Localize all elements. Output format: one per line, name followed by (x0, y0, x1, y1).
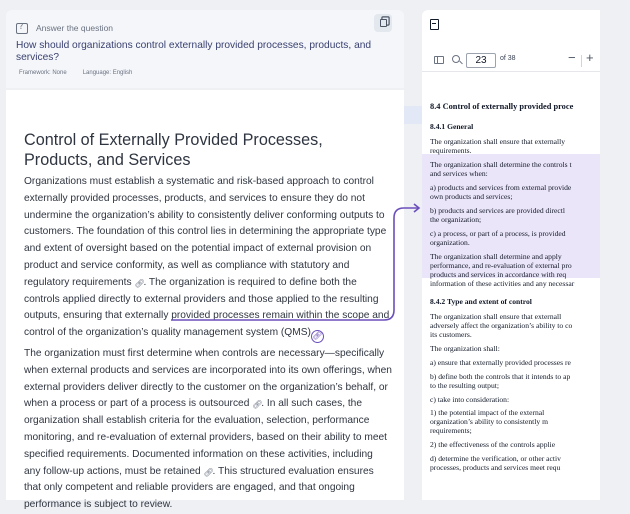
paragraph-2-text-c: . This structured evaluation ensures that only competent and reliable providers are engaged, and that ongoing performance is subject to review. (24, 465, 374, 511)
pdf-text-line: a) products and services from external provide (430, 183, 572, 192)
pdf-text-line: 8.4.1 General (430, 122, 474, 131)
pdf-text-line: organization. (430, 238, 470, 247)
search-icon[interactable] (452, 55, 460, 63)
question-card (6, 10, 404, 88)
zoom-out-button[interactable]: − (568, 50, 576, 65)
pdf-text-line: adversely affect the organization’s ability to co (430, 321, 573, 330)
framework-label: Framework: None (19, 70, 67, 76)
citation-link-icon[interactable]: 🔗︎ (252, 400, 263, 410)
pdf-text-line: its customers. (430, 330, 472, 339)
copy-button[interactable] (374, 14, 392, 32)
pdf-file-icon (430, 19, 439, 30)
citation-link-icon[interactable]: 🔗︎ (134, 278, 145, 288)
copy-icon (380, 19, 387, 27)
pdf-text-line: 1) the potential impact of the external (430, 408, 545, 417)
pdf-text-line: The organization shall ensure that externall (430, 312, 562, 321)
pdf-text-line: the organization; (430, 215, 482, 224)
question-header (16, 20, 113, 36)
pdf-text-line: organization’s ability to consistently m (430, 417, 548, 426)
answer-content (6, 90, 404, 511)
question-actions (374, 14, 392, 32)
pdf-text-line: requirements. (430, 146, 472, 155)
paragraph-2-text-a: The organization must first determine when controls are necessary—specifically when external products and services are incorporated into its own offerings, when external providers deliver directly to the customer on the organization’s behalf, or when a process or part of a process is outsourced (24, 348, 392, 410)
pdf-text-line: c) a process, or part of a process, is provided (430, 229, 566, 238)
pdf-text-line: b) products and services are provided directl (430, 206, 565, 215)
pdf-text-line: The organization shall determine and apply (430, 252, 562, 261)
pdf-text-line: 8.4.2 Type and extent of control (430, 297, 532, 306)
pdf-text-line: The organization shall: (430, 344, 500, 353)
citation-link-icon[interactable]: 🔗︎ (203, 467, 214, 477)
sidebar-toggle-icon[interactable] (434, 56, 444, 64)
page-count: of 38 (500, 55, 516, 62)
pdf-text-line: 2) the effectiveness of the controls applie (430, 440, 556, 449)
zoom-divider (581, 55, 582, 67)
question-meta (19, 70, 132, 76)
pdf-text-line: processes, products and services meet requ (430, 463, 561, 472)
language-label: Language: English (82, 70, 133, 76)
pdf-text-line: The organization shall ensure that externally (430, 137, 566, 146)
pdf-text-line: a) ensure that externally provided processes re (430, 358, 571, 367)
pdf-text-line: d) determine the verification, or other activ (430, 454, 561, 463)
question-icon (16, 23, 28, 34)
pdf-viewer-panel (422, 10, 600, 500)
pdf-text-line: c) take into consideration: (430, 395, 510, 404)
pdf-text-line: information of these activities and any necessar (430, 279, 575, 288)
pdf-text-line: 8.4 Control of externally provided proce (430, 102, 574, 111)
pdf-text-line: The organization shall determine the controls t (430, 160, 572, 169)
pdf-text-line: b) define both the controls that it intends to ap (430, 372, 571, 381)
answer-panel (6, 10, 404, 511)
pdf-text-line: products and services in accordance with req (430, 270, 567, 279)
question-header-label: Answer the question (36, 23, 114, 33)
answer-title: Control of Externally Provided Processes, Products, and Services (24, 131, 323, 169)
pdf-text-line: performance, and re-evaluation of external pro (430, 261, 572, 270)
paragraph-1-text-a: Organizations must establish a systematic and risk-based approach to control externally provided processes, products, and services to ensure they do not undermine the organization’s ability to consistently deliver conforming outputs to customers. The foundation of this control lies in determining the appropriate type and extent of oversight based on the potential impact of external provision on product and service conformity, as well as compliance with statutory and regulatory requirements (24, 176, 387, 288)
page-number-input[interactable] (466, 53, 496, 68)
zoom-in-button[interactable]: + (586, 50, 594, 65)
pdf-text-line: requirements; (430, 426, 472, 435)
pdf-text-line: and services when: (430, 169, 488, 178)
pdf-text-line: own products and services; (430, 192, 513, 201)
answer-paragraph-2 (24, 346, 392, 514)
question-text: How should organizations control externally provided processes, products, and services? (16, 40, 372, 63)
paragraph-2-text-b: . In all such cases, the organization shall establish criteria for the evaluation, selection, performance monitoring, and re-evaluation of external providers, based on their ability to meet specified requirements. Documented information on these activities, including any follow-up actions, must be retained (24, 398, 387, 477)
citation-link-icon-active[interactable]: 🔗︎ (311, 330, 324, 343)
answer-paragraph-1 (24, 174, 392, 343)
viewer-toolbar (422, 50, 600, 72)
pdf-text-line: to the resulting output; (430, 381, 499, 390)
viewer-header (422, 10, 600, 38)
paragraph-1-text-b: . The organization is required to define both the controls applied directly to external providers and those applied to the resulting outputs, ensuring that externally provided processes remain within the scope and control of the organization’s quality management system (QMS) (24, 276, 390, 339)
